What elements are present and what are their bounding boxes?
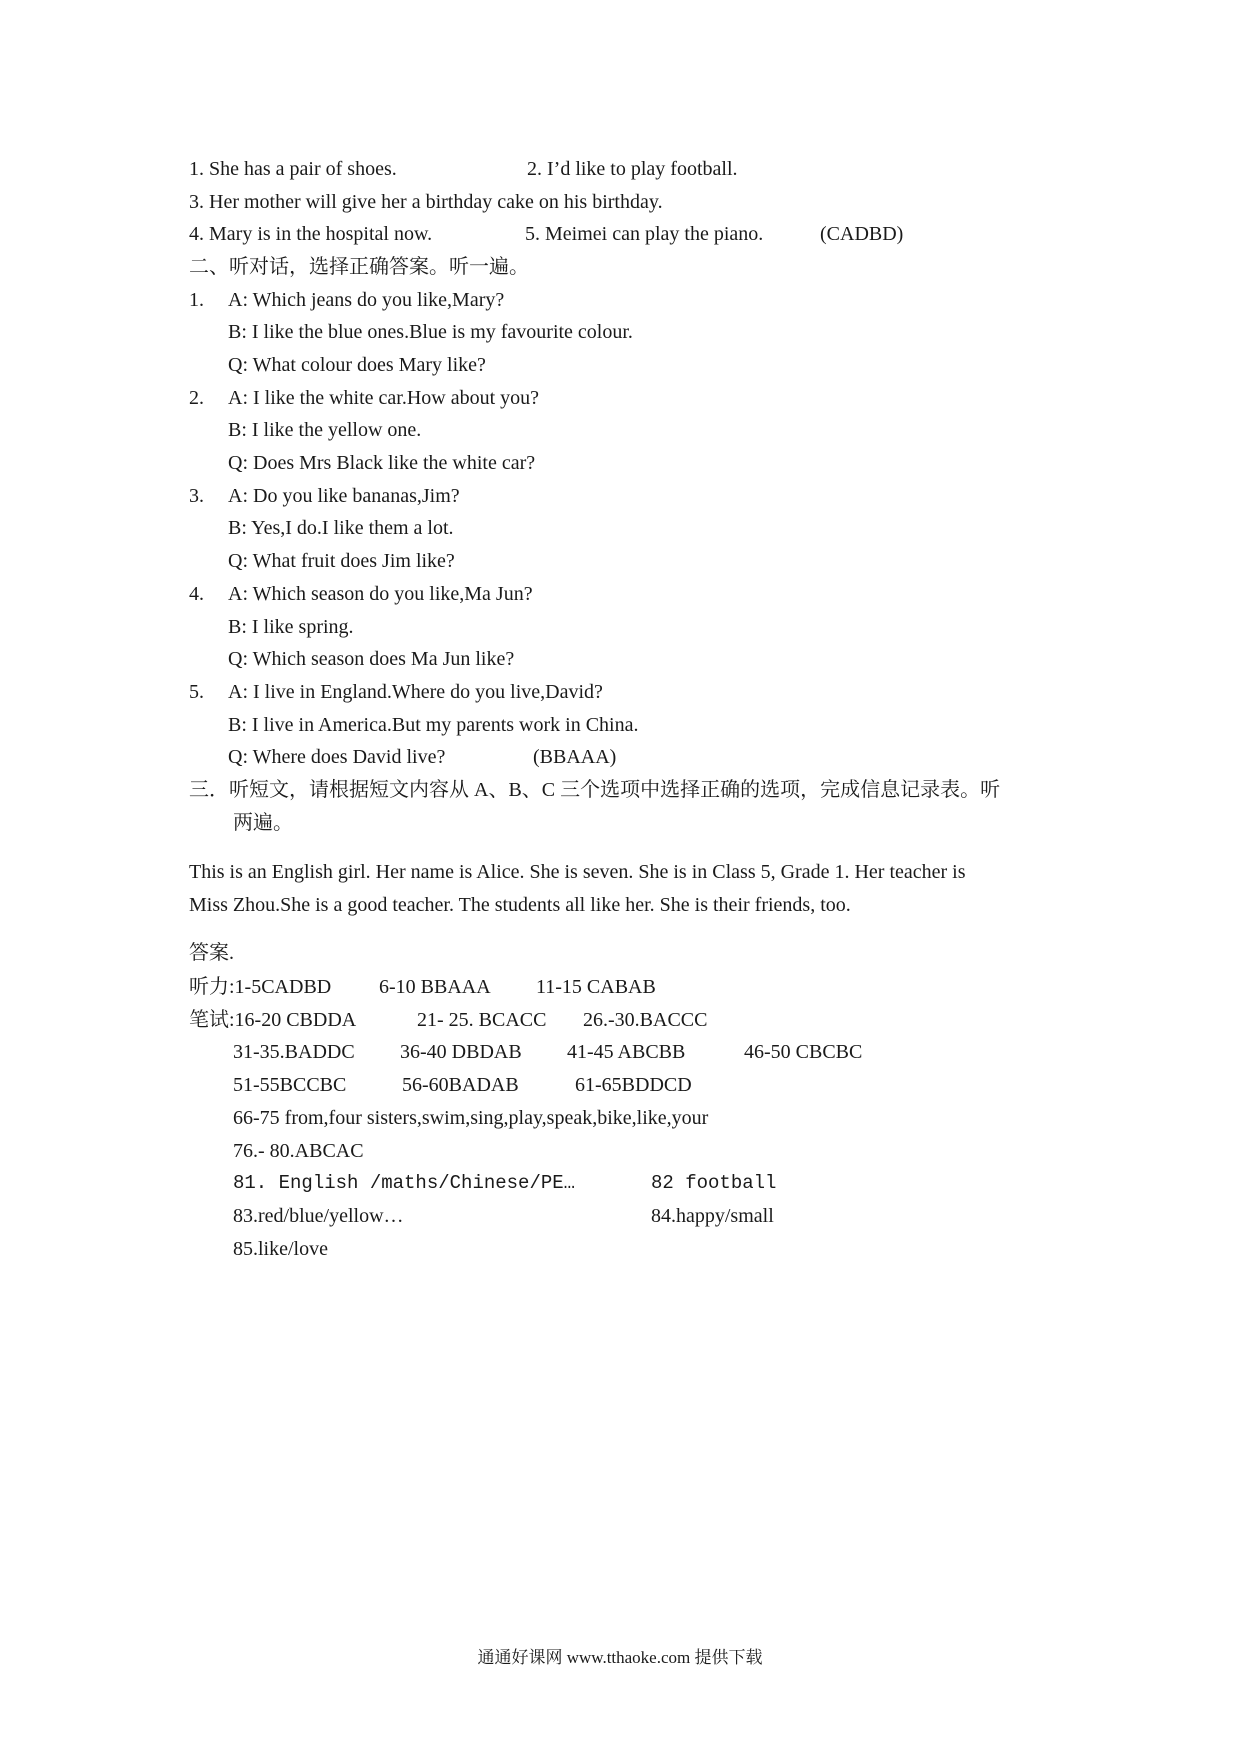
answer-group: 31-35.BADDC	[233, 1041, 355, 1063]
answer-group: 51-55BCCBC	[233, 1074, 347, 1096]
dialogue-line-a: A: I live in England.Where do you live,David?	[228, 681, 603, 703]
dialogue-question: Q: What fruit does Jim like?	[228, 550, 455, 572]
part2-heading: 二、听对话，选择正确答案。听一遍。	[189, 256, 529, 278]
part2-answer: (BBAAA)	[533, 746, 617, 768]
answer-group: 11-15 CABAB	[536, 976, 656, 998]
sentence-2: 2. I’d like to play football.	[527, 158, 738, 180]
answer-83: 83.red/blue/yellow…	[233, 1205, 404, 1227]
answer-group: 41-45 ABCBB	[567, 1041, 686, 1063]
dialogue-line-b: B: I like the blue ones.Blue is my favourite colour.	[228, 321, 633, 343]
answer-group: 听力:1-5CADBD	[189, 976, 332, 998]
answer-group: 6-10 BBAAA	[379, 976, 491, 998]
dialogue-number: 4.	[189, 583, 204, 605]
dialogue-number: 2.	[189, 387, 204, 409]
dialogue-line-b: B: Yes,I do.I like them a lot.	[228, 517, 454, 539]
answer-84: 84.happy/small	[651, 1205, 774, 1227]
dialogue-line-b: B: I like the yellow one.	[228, 419, 422, 441]
sentence-5: 5. Meimei can play the piano.	[525, 223, 764, 245]
answer-line: 66-75 from,four sisters,swim,sing,play,speak,bike,like,your	[233, 1107, 709, 1129]
sentence-4: 4. Mary is in the hospital now.	[189, 223, 433, 245]
answer-line: 76.- 80.ABCAC	[233, 1140, 364, 1162]
dialogue-line-a: A: I like the white car.How about you?	[228, 387, 540, 409]
answer-group: 21- 25. BCACC	[417, 1009, 547, 1031]
answer-group: 56-60BADAB	[402, 1074, 519, 1096]
dialogue-number: 3.	[189, 485, 204, 507]
answer-85: 85.like/love	[233, 1238, 328, 1260]
dialogue-line-a: A: Which jeans do you like,Mary?	[228, 289, 505, 311]
passage-line: This is an English girl. Her name is Alice. She is seven. She is in Class 5, Grade 1. Her teacher is	[189, 861, 966, 883]
answer-group: 36-40 DBDAB	[400, 1041, 522, 1063]
dialogue-question: Q: Does Mrs Black like the white car?	[228, 452, 536, 474]
passage-line: Miss Zhou.She is a good teacher. The students all like her. She is their friends, too.	[189, 894, 851, 916]
dialogue-number: 1.	[189, 289, 204, 311]
page-footer: 通通好课网 www.tthaoke.com 提供下载	[477, 1648, 763, 1667]
answer-82: 82 football	[651, 1172, 777, 1194]
dialogue-number: 5.	[189, 681, 204, 703]
dialogue-question: Q: Where does David live?	[228, 746, 446, 768]
answer-group: 笔试:16-20 CBDDA	[189, 1009, 357, 1031]
dialogue-line-a: A: Do you like bananas,Jim?	[228, 485, 460, 507]
dialogue-line-a: A: Which season do you like,Ma Jun?	[228, 583, 533, 605]
answers-title: 答案.	[189, 942, 234, 964]
part3-heading-continued: 两遍。	[233, 812, 293, 834]
dialogue-line-b: B: I like spring.	[228, 616, 354, 638]
sentence-1: 1. She has a pair of shoes.	[189, 158, 397, 180]
answer-group: 26.-30.BACCC	[583, 1009, 708, 1031]
dialogue-question: Q: What colour does Mary like?	[228, 354, 486, 376]
part3-heading: 三．听短文，请根据短文内容从 A、B、C 三个选项中选择正确的选项，完成信息记录表。听	[189, 779, 1001, 801]
sentence-3: 3. Her mother will give her a birthday cake on his birthday.	[189, 191, 663, 213]
answer-group: 46-50 CBCBC	[744, 1041, 863, 1063]
dialogue-question: Q: Which season does Ma Jun like?	[228, 648, 515, 670]
answer-81: 81. English /maths/Chinese/PE…	[233, 1172, 576, 1194]
dialogue-line-b: B: I live in America.But my parents work in China.	[228, 714, 639, 736]
answer-group: 61-65BDDCD	[575, 1074, 692, 1096]
part1-answer: (CADBD)	[820, 223, 904, 245]
